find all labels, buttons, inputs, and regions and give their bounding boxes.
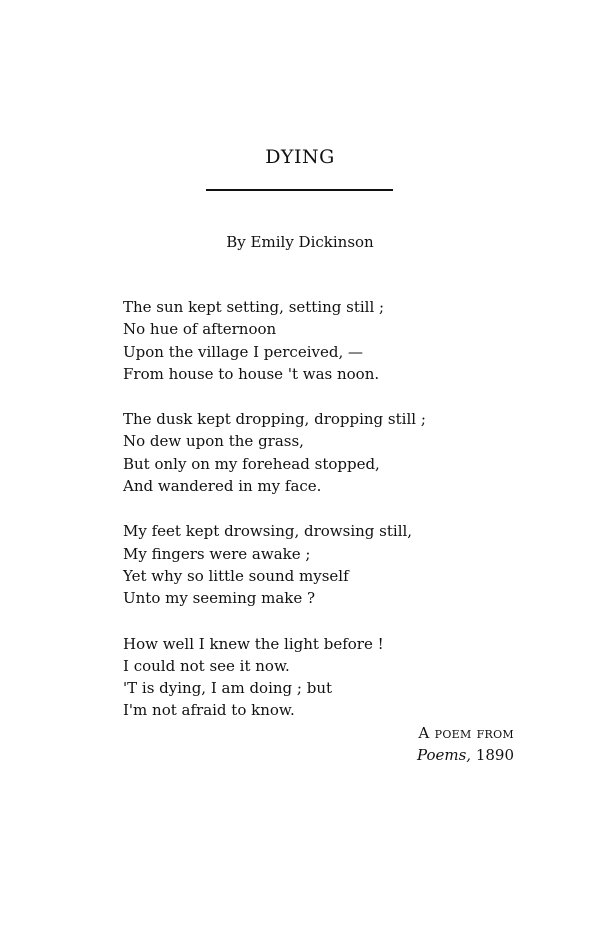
poem-line: The sun kept setting, setting still ; xyxy=(123,298,385,316)
poem-line: From house to house 't was noon. xyxy=(123,364,380,383)
poem-line: I could not see it now. xyxy=(123,656,290,675)
source-citation xyxy=(417,744,514,766)
stanza xyxy=(123,520,543,609)
author-byline: By Emily Dickinson xyxy=(226,233,374,251)
source-label: A poem from xyxy=(418,724,514,742)
source-book-title: Poems, xyxy=(416,746,472,764)
stanza xyxy=(123,633,543,722)
poem-line: My feet kept drowsing, drowsing still, xyxy=(123,522,413,541)
poem-line: Unto my seeming make ? xyxy=(123,589,316,608)
poem-body xyxy=(123,296,543,745)
poem-line: But only on my forehead stopped, xyxy=(123,454,380,473)
poem-line: Yet why so little sound myself xyxy=(123,566,349,585)
poem-title: DYING xyxy=(265,146,335,168)
stanza xyxy=(123,408,543,497)
poem-line: No hue of afternoon xyxy=(123,320,277,339)
poem-line: The dusk kept dropping, dropping still ; xyxy=(123,410,426,429)
stanza xyxy=(123,296,543,385)
poem-line: How well I knew the light before ! xyxy=(123,634,384,653)
poem-line: 'T is dying, I am doing ; but xyxy=(123,679,333,698)
title-divider xyxy=(206,189,393,191)
source-year: 1890 xyxy=(471,746,514,764)
poem-line: No dew upon the grass, xyxy=(123,432,304,451)
poem-line: And wandered in my face. xyxy=(123,477,322,496)
poem-line: Upon the village I perceived, — xyxy=(123,342,363,361)
source-attribution xyxy=(417,722,514,766)
poem-line: My fingers were awake ; xyxy=(123,544,311,563)
poem-line: I'm not afraid to know. xyxy=(123,701,295,720)
